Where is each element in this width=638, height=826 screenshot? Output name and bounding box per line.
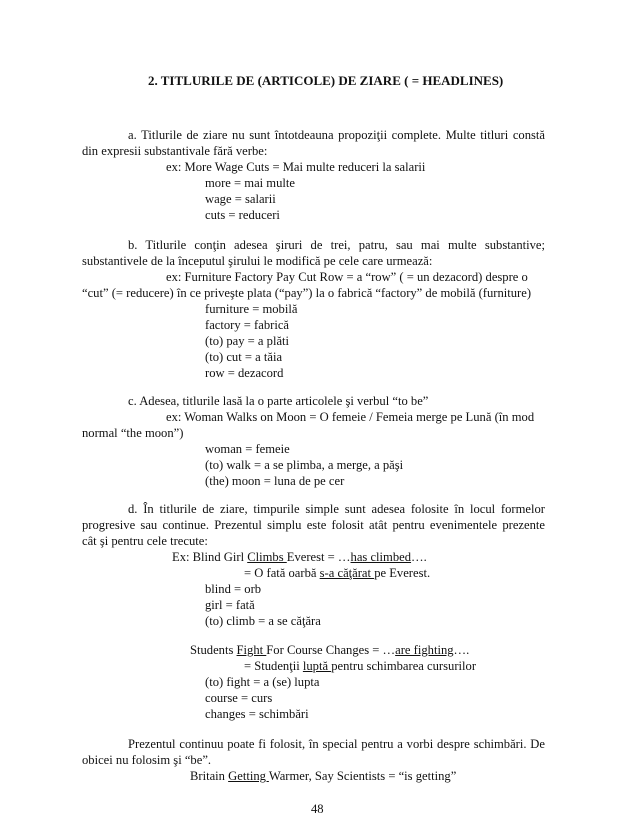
section-c-line-2: normal “the moon”)	[82, 426, 184, 440]
continuous-example	[190, 769, 456, 784]
vocab-item: cuts = reduceri	[205, 208, 280, 222]
headline-text: Warmer, Say Scientists = “is getting”	[268, 769, 457, 783]
section-b-line-3: “cut” (= reducere) în ce priveşte plata (“pay”) la o fabrică “factory” de mobilă (furniture)	[82, 286, 532, 300]
headline-verb-underlined: has climbed	[350, 550, 412, 564]
vocab-item: (to) fight = a (se) lupta	[205, 675, 320, 689]
vocab-item: (to) walk = a se plimba, a merge, a păşi	[205, 458, 404, 472]
continuous-line-1: Prezentul continuu poate fi folosit, în special pentru a vorbi despre schimbări. De	[128, 737, 545, 751]
headline-text: Everest = …	[286, 550, 351, 564]
section-a-line-1: a. Titlurile de ziare nu sunt întotdeauna propoziţii complete. Multe titluri constă	[128, 128, 545, 142]
vocab-item: girl = fată	[205, 598, 255, 612]
section-a-example: ex: More Wage Cuts = Mai multe reduceri la salarii	[166, 160, 426, 174]
vocab-item: row = dezacord	[205, 366, 284, 380]
vocab-item: blind = orb	[205, 582, 262, 596]
translation-text: pe Everest.	[374, 566, 431, 580]
continuous-line-2: obicei nu folosim şi “be”.	[82, 753, 212, 767]
headline-verb-underlined: Fight	[236, 643, 267, 657]
section-d-line-1: d. În titlurile de ziare, timpurile simple sunt adesea folosite în locul formelor	[128, 502, 545, 516]
vocab-item: (to) pay = a plăti	[205, 334, 290, 348]
vocab-item: furniture = mobilă	[205, 302, 298, 316]
vocab-item: (to) climb = a se căţăra	[205, 614, 321, 628]
section-d-line-2: progresive sau continue. Prezentul simplu este folosit atât pentru evenimentele prezente	[82, 518, 545, 532]
headline-verb-underlined: are fighting	[395, 643, 454, 657]
headline-example-1	[172, 550, 427, 565]
headline-text: For Course Changes = …	[266, 643, 396, 657]
vocab-item: changes = schimbări	[205, 707, 309, 721]
translation-verb-underlined: s-a căţărat	[319, 566, 375, 580]
page-heading: 2. TITLURILE DE (ARTICOLE) DE ZIARE ( = HEADLINES)	[148, 73, 504, 88]
vocab-item: factory = fabrică	[205, 318, 290, 332]
vocab-item: woman = femeie	[205, 442, 290, 456]
vocab-item: (to) cut = a tăia	[205, 350, 283, 364]
section-b-example: ex: Furniture Factory Pay Cut Row = a “row” ( = un dezacord) despre o	[166, 270, 528, 284]
page-number: 48	[311, 802, 324, 816]
vocab-item: more = mai multe	[205, 176, 295, 190]
headline-text: ….	[453, 643, 470, 657]
vocab-item: wage = salarii	[205, 192, 276, 206]
section-c-example: ex: Woman Walks on Moon = O femeie / Femeia merge pe Lună (în mod	[166, 410, 535, 424]
headline-verb-underlined: Getting	[228, 769, 269, 783]
translation-verb-underlined: luptă	[302, 659, 332, 673]
headline-text: Britain	[190, 769, 229, 783]
section-d-line-3: cât şi pentru cele trecute:	[82, 534, 208, 548]
section-c-line-1: c. Adesea, titlurile lasă la o parte articolele şi verbul “to be”	[128, 394, 429, 408]
headline-text: Ex: Blind Girl	[172, 550, 248, 564]
headline-text: ….	[411, 550, 427, 564]
vocab-item: (the) moon = luna de pe cer	[205, 474, 345, 488]
vocab-item: course = curs	[205, 691, 273, 705]
section-b-line-1: b. Titlurile conţin adesea şiruri de trei, patru, sau mai multe substantive;	[128, 238, 545, 252]
headline-text: Students	[190, 643, 237, 657]
section-b-line-2: substantivele de la începutul şirului le modifică pe cele care urmează:	[82, 254, 433, 268]
section-a-line-2: din expresii substantivale fără verbe:	[82, 144, 268, 158]
headline-translation-2	[244, 659, 476, 674]
headline-verb-underlined: Climbs	[247, 550, 287, 564]
headline-example-2	[190, 643, 469, 658]
translation-text: pentru schimbarea cursurilor	[331, 659, 477, 673]
headline-translation-1	[244, 566, 430, 581]
translation-text: = Studenţii	[244, 659, 303, 673]
translation-text: = O fată oarbă	[244, 566, 320, 580]
